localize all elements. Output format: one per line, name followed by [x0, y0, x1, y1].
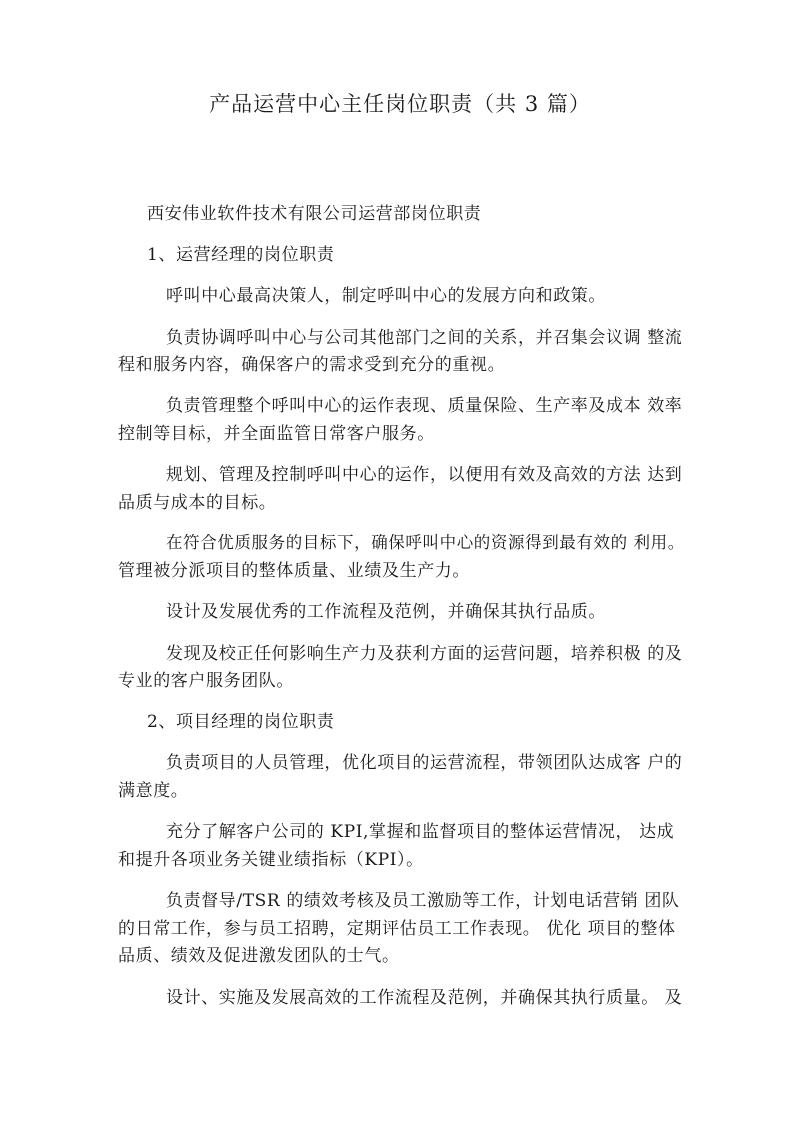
paragraph-line: 的日常工作，参与员工招聘，定期评估员工工作表现。 优化 项目的整体 [118, 919, 676, 939]
paragraph-line: 专业的客户服务团队。 [118, 671, 294, 691]
paragraph-line: 程和服务内容，确保客户的需求受到充分的重视。 [118, 355, 506, 375]
paragraph-line: 负责督导/TSR 的绩效考核及员工激励等工作，计划电话营销 团队 [166, 891, 680, 911]
paragraph-line: 控制等目标，并全面监管日常客户服务。 [118, 424, 435, 444]
paragraph-line: 和提升各项业务关键业绩指标（KPI）。 [118, 850, 424, 870]
paragraph-line: 品质、绩效及促进激发团队的士气。 [118, 946, 400, 966]
paragraph-line: 负责协调呼叫中心与公司其他部门之间的关系，并召集会议调 整流 [166, 328, 683, 348]
paragraph-line: 充分了解客户公司的 KPI,掌握和监督项目的整体运营情况， 达成 [166, 822, 675, 842]
paragraph-line: 发现及校正任何影响生产力及获利方面的运营问题，培养积极 的及 [166, 644, 683, 664]
paragraph-line: 在符合优质服务的目标下，确保呼叫中心的资源得到最有效的 利用。 [166, 533, 685, 552]
paragraph-line: 负责项目的人员管理，优化项目的运营流程，带领团队达成客 户的 [166, 753, 683, 773]
paragraph-line: 管理被分派项目的整体质量、业绩及生产力。 [118, 561, 470, 581]
paragraph-line: 满意度。 [118, 781, 189, 801]
document-title: 产品运营中心主任岗位职责（共 3 篇） [209, 92, 591, 116]
paragraph-line: 负责管理整个呼叫中心的运作表现、质量保险、生产率及成本 效率 [166, 396, 683, 416]
paragraph-line: 设计、实施及发展高效的工作流程及范例，并确保其执行质量。 及 [166, 988, 683, 1008]
company-heading: 西安伟业软件技术有限公司运营部岗位职责 [147, 204, 482, 224]
paragraph-line: 规划、管理及控制呼叫中心的运作，以便用有效及高效的方法 达到 [166, 465, 683, 485]
section-1-heading: 1、运营经理的岗位职责 [147, 245, 335, 265]
paragraph-line: 呼叫中心最高决策人，制定呼叫中心的发展方向和政策。 [166, 286, 606, 306]
section-2-heading: 2、项目经理的岗位职责 [147, 712, 335, 732]
paragraph-line: 品质与成本的目标。 [118, 493, 277, 513]
paragraph-line: 设计及发展优秀的工作流程及范例，并确保其执行品质。 [166, 602, 606, 622]
